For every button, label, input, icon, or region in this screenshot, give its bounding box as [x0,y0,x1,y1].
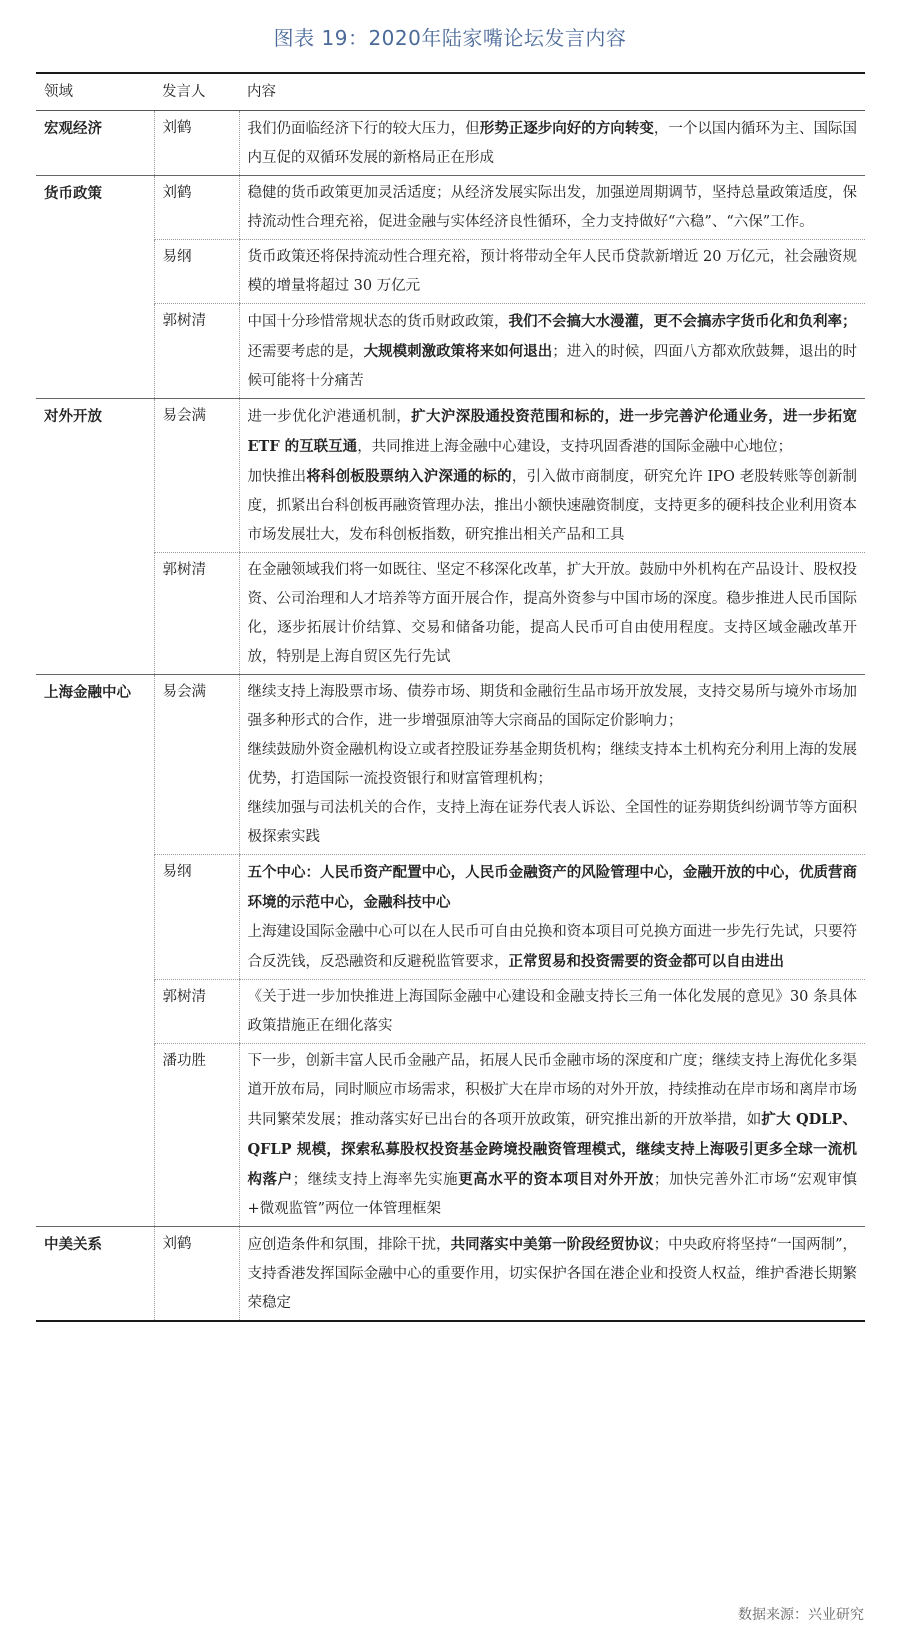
header-content: 内容 [239,73,865,111]
domain-cell: 宏观经济 [36,111,154,176]
text-segment: 中国十分珍惜常规状态的货币财政政策， [247,314,509,330]
text-segment: ，一个以国内循环为主、国际国内互促的双循环发展的新格局正在形成 [247,121,858,166]
table-row [36,1227,865,1322]
text-segment: 下一步，创新丰富人民币金融产品，拓展人民币金融市场的深度和广度；继续支持上海优化多渠道开放布局，同时顺应市场需求，积极扩大在岸市场的对外开放，持续推动在岸市场和离岸市场共同繁荣发展；推动落实好已出台的各项开放政策，研究推出新的开放举措，如 [247,1053,857,1128]
bold-text: 五个中心：人民币资产配置中心，人民币金融资产的风险管理中心，金融开放的中心，优质营商环境的示范中心，金融科技中心 [247,864,857,911]
table-row [36,240,865,304]
text-segment: 继续支持上海股票市场、债券市场、期货和金融衍生品市场开放发展，支持交易所与境外市场加强多种形式的合作，进一步增强原油等大宗商品的国际定价影响力； [247,684,857,729]
header-domain: 领域 [36,73,154,111]
bold-text: 更高水平的资本项目对外开放 [458,1171,654,1188]
text-segment: ；中央政府将坚持“一国两制”，支持香港发挥国际金融中心的重要作用，切实保护各国在港企业和投资人权益，维护香港长期繁荣稳定 [247,1237,858,1311]
text-segment: ；继续支持上海率先实施 [292,1172,459,1188]
domain-cell: 对外开放 [36,399,154,675]
content-paragraph [248,307,858,337]
bold-text: 大规模刺激政策将来如何退出 [363,343,553,360]
content-cell [239,176,865,240]
content-paragraph [248,1230,858,1318]
source-note: 数据来源：兴业研究 [738,1607,864,1623]
content-cell [239,240,865,304]
text-segment: ，引入做市商制度，研究允许 IPO 老股转账等创新制度，抓紧出台科创板再融资管理办法，推出小额快速融资制度，支持更多的硬科技企业利用资本市场发展壮大，发布科创板指数，研究推出相关产品和工具 [247,469,858,543]
bold-text: 正常贸易和投资需要的资金都可以自由进出 [508,953,784,970]
speaker-cell: 易会满 [154,399,239,553]
content-paragraph [248,736,858,794]
content-cell [239,1044,865,1227]
header-speaker: 发言人 [154,73,239,111]
content-cell [239,553,865,675]
table-row [36,855,865,980]
content-paragraph [248,243,858,301]
text-segment: ；进入的时候，四面八方都欢欣鼓舞，退出的时候可能将十分痛苦 [247,344,858,389]
bold-text: 我们不会搞大水漫灌，更不会搞赤字货币化和负利率； [508,313,857,330]
text-segment: 在金融领域我们将一如既往、坚定不移深化改革，扩大开放。鼓励中外机构在产品设计、股权投资、公司治理和人才培养等方面开展合作，提高外资参与中国市场的深度。稳步推进人民币国际化，逐步拓展计价结算、交易和储备功能，提高人民币可自由使用程度。支持区域金融改革开放，特别是上海自贸区先行先试 [247,562,857,665]
figure-title: 图表 19：2020年陆家嘴论坛发言内容 [273,26,627,50]
table-row [36,675,865,855]
content-paragraph [248,179,858,237]
content-paragraph [248,678,858,736]
text-segment: 稳健的货币政策更加灵活适度；从经济发展实际出发，加强逆周期调节，坚持总量政策适度，保持流动性合理充裕，促进金融与实体经济良性循环，全力支持做好“六稳”、“六保”工作。 [247,185,857,230]
table-row [36,553,865,675]
content-cell [239,855,865,980]
speaker-cell: 刘鹤 [154,1227,239,1322]
table-row [36,1044,865,1227]
content-cell [239,675,865,855]
speaker-cell: 潘功胜 [154,1044,239,1227]
bold-text: 共同落实中美第一阶段经贸协议 [450,1236,654,1253]
text-segment: 继续加强与司法机关的合作，支持上海在证券代表人诉讼、全国性的证券期货纠纷调节等方面积极探索实践 [247,800,857,845]
bold-text: 扩大沪深股通投资范围和标的，进一步完善沪伦通业务，进一步拓宽 ETF 的互联互通 [247,408,857,455]
text-segment: 加快推出 [247,469,307,485]
text-segment: 进一步优化沪港通机制， [247,409,412,425]
content-paragraph [248,1047,858,1224]
speaker-cell: 刘鹤 [154,176,239,240]
content-paragraph [248,337,858,396]
text-segment: 《关于进一步加快推进上海国际金融中心建设和金融支持长三角一体化发展的意见》30 条具体政策措施正在细化落实 [247,989,857,1034]
speaker-cell: 郭树清 [154,304,239,399]
content-paragraph [248,114,858,173]
text-segment: ；加快完善外汇市场“宏观审慎+微观监管”两位一体管理框架 [247,1172,858,1217]
text-segment: 货币政策还将保持流动性合理充裕，预计将带动全年人民币贷款新增近 20 万亿元，社会融资规模的增量将超过 30 万亿元 [247,249,857,294]
bold-text: 扩大 QDLP、QFLP 规模，探索私募股权投资基金跨境投融资管理模式，继续支持上海吸引更多全球一流机构落户 [247,1111,857,1188]
text-segment: 我们仍面临经济下行的较大压力，但 [247,121,480,137]
content-paragraph [248,918,858,977]
domain-cell: 货币政策 [36,176,154,399]
content-paragraph [248,858,858,918]
table-row [36,304,865,399]
domain-cell: 中美关系 [36,1227,154,1322]
table-body [36,111,865,1322]
table-row [36,980,865,1044]
content-cell [239,304,865,399]
text-segment: 继续鼓励外资金融机构设立或者控股证券基金期货机构；继续支持本土机构充分利用上海的发展优势，打造国际一流投资银行和财富管理机构； [247,742,857,787]
text-segment: ，共同推进上海金融中心建设，支持巩固香港的国际金融中心地位； [357,439,793,455]
table-row [36,111,865,176]
bold-text: 将科创板股票纳入沪深通的标的 [306,468,512,485]
content-paragraph [248,556,858,672]
content-paragraph [248,462,858,550]
domain-cell: 上海金融中心 [36,675,154,1227]
table-row [36,399,865,553]
speaker-cell: 易纲 [154,855,239,980]
content-paragraph [248,794,858,852]
text-segment: 应创造条件和氛围，排除干扰， [247,1237,451,1253]
speaker-cell: 郭树清 [154,553,239,675]
content-cell [239,980,865,1044]
table-row [36,176,865,240]
content-cell [239,399,865,553]
speaker-cell: 易会满 [154,675,239,855]
speaker-cell: 郭树清 [154,980,239,1044]
content-cell [239,111,865,176]
bold-text: 形势正逐步向好的方向转变 [479,120,654,137]
content-paragraph [248,983,858,1041]
content-cell [239,1227,865,1322]
speaker-cell: 易纲 [154,240,239,304]
speech-table [36,72,865,1322]
text-segment: 上海建设国际金融中心可以在人民币可自由兑换和资本项目可兑换方面进一步先行先试，只要符合反洗钱，反恐融资和反避税监管要求， [247,924,857,970]
text-segment: 还需要考虑的是， [247,344,364,360]
speaker-cell: 刘鹤 [154,111,239,176]
content-paragraph [248,402,858,462]
table-header-row [36,73,865,111]
